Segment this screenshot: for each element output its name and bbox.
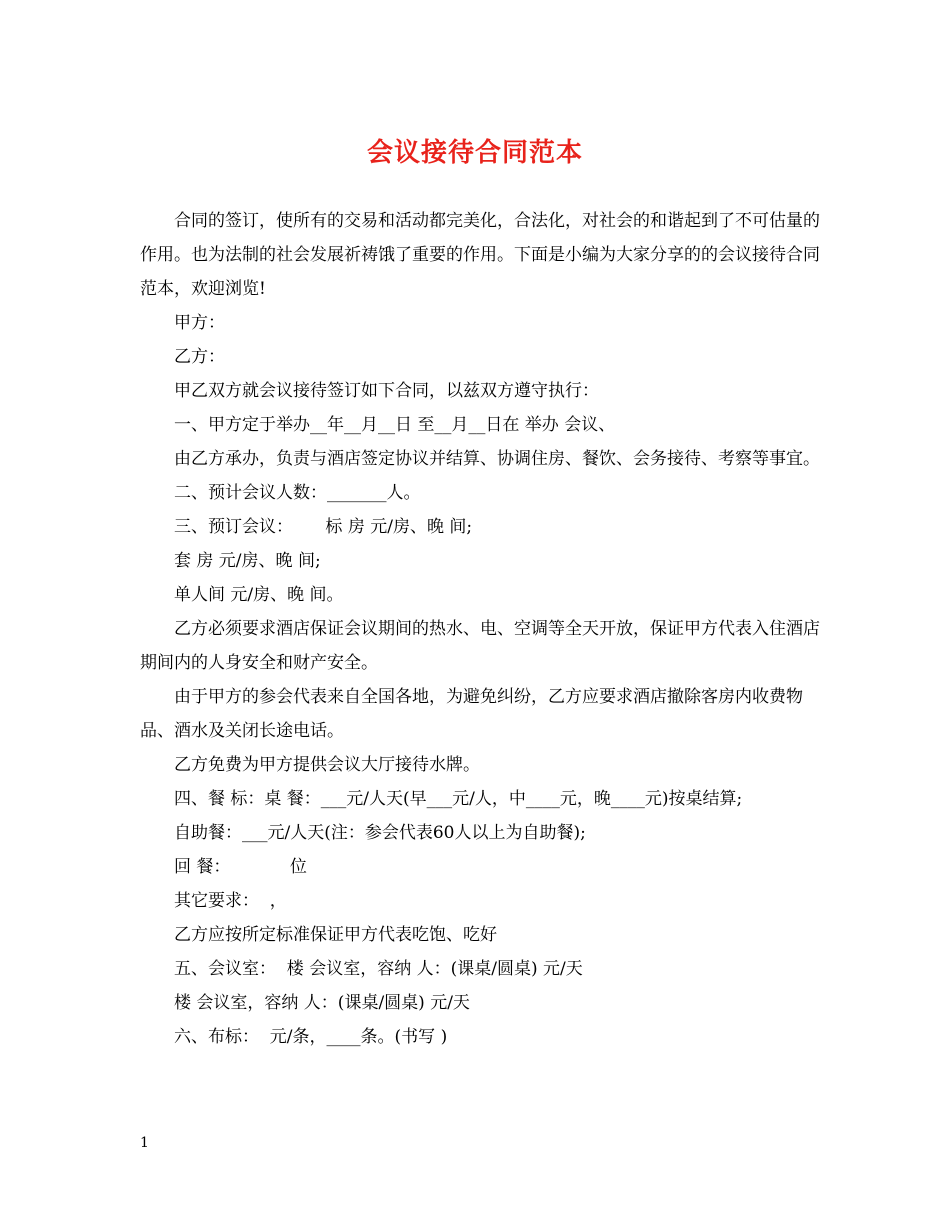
paragraph: 乙方应按所定标准保证甲方代表吃饱、吃好 bbox=[174, 925, 497, 945]
paragraph: 回 餐： 位 bbox=[174, 857, 307, 877]
paragraph: 甲乙双方就会议接待签订如下合同，以兹双方遵守执行： bbox=[174, 381, 599, 401]
paragraph: 单人间 元/房、晚 间。 bbox=[174, 585, 344, 605]
paragraph: 合同的签订，使所有的交易和活动都完美化，合法化，对社会的和谐起到了不可估量的作用。也为法制的社会发展祈祷饿了重要的作用。下面是小编为大家分享的的会议接待合同范本，欢迎浏览! bbox=[140, 211, 820, 299]
paragraph: 其它要求： ， bbox=[174, 891, 287, 911]
paragraph: 甲方： bbox=[174, 313, 225, 333]
paragraph: 乙方： bbox=[174, 347, 225, 367]
page-number: 1 bbox=[140, 1135, 149, 1151]
paragraph: 乙方必须要求酒店保证会议期间的热水、电、空调等全天开放，保证甲方代表入住酒店期间内的人身安全和财产安全。 bbox=[140, 619, 820, 673]
paragraph: 三、预订会议： 标 房 元/房、晚 间; bbox=[174, 517, 473, 537]
paragraph: 四、餐 标：桌 餐：___元/人天(早___元/人，中____元，晚____元)按桌结算; bbox=[174, 789, 743, 809]
paragraph: 六、布标： 元/条，____条。(书写 ) bbox=[174, 1027, 448, 1047]
paragraph: 乙方免费为甲方提供会议大厅接待水牌。 bbox=[174, 755, 480, 775]
paragraph: 由于甲方的参会代表来自全国各地，为避免纠纷，乙方应要求酒店撤除客房内收费物品、酒水及关闭长途电话。 bbox=[140, 687, 803, 741]
document-title: 会议接待合同范本 bbox=[366, 138, 583, 168]
document-body bbox=[140, 204, 820, 1054]
paragraph: 自助餐：___元/人天(注：参会代表60人以上为自助餐); bbox=[174, 823, 586, 843]
paragraph: 二、预计会议人数：_______人。 bbox=[174, 483, 421, 503]
paragraph: 一、甲方定于举办__年__月__日 至__月__日在 举办 会议、 bbox=[174, 415, 616, 435]
paragraph: 套 房 元/房、晚 间; bbox=[174, 551, 321, 571]
paragraph: 楼 会议室，容纳 人：(课桌/圆桌) 元/天 bbox=[174, 993, 470, 1013]
paragraph: 五、会议室： 楼 会议室，容纳 人：(课桌/圆桌) 元/天 bbox=[174, 959, 583, 979]
paragraph: 由乙方承办，负责与酒店签定协议并结算、协调住房、餐饮、会务接待、考察等事宜。 bbox=[174, 449, 820, 469]
